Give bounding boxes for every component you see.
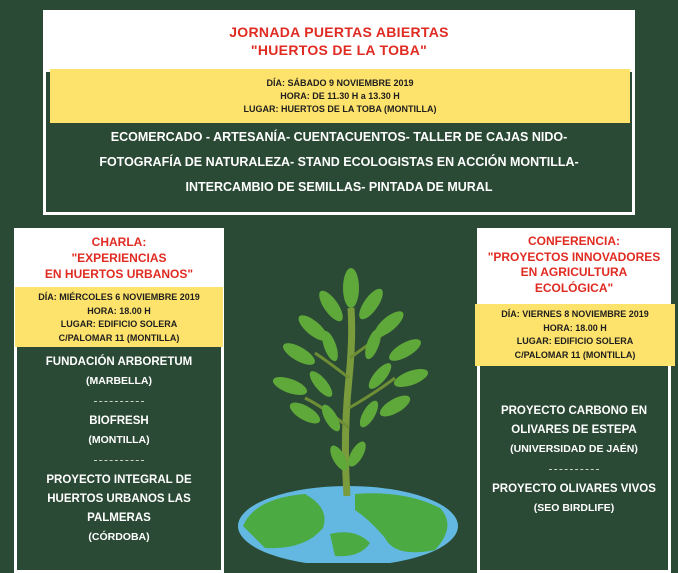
conference-title-line: ECOLÓGICA" — [534, 280, 614, 295]
open-day-date: DÍA: SÁBADO 9 NOVIEMBRE 2019 — [266, 78, 414, 88]
conference-label: CONFERENCIA: — [528, 234, 620, 248]
open-day-card — [43, 10, 635, 215]
conference-title-line: "PROYECTOS INNOVADORES — [487, 249, 661, 264]
open-day-header — [46, 13, 632, 72]
activities-line: FOTOGRAFÍA DE NATURALEZA- STAND ECOLOGISTAS EN ACCIÓN MONTILLA- — [99, 155, 579, 169]
talk-address: C/PALOMAR 11 (MONTILLA) — [58, 332, 180, 343]
open-day-hours: HORA: DE 11.30 H a 13.30 H — [280, 91, 400, 101]
globe — [238, 486, 458, 563]
conference-date: DÍA: VIERNES 8 NOVIEMBRE 2019 — [501, 309, 649, 319]
speaker-item — [17, 353, 221, 391]
talk-details — [15, 287, 223, 347]
speaker-item — [480, 402, 668, 459]
talk-title-line: EN HUERTOS URBANOS" — [44, 267, 194, 281]
talk-date: DÍA: MIÉRCOLES 6 NOVIEMBRE 2019 — [38, 292, 200, 302]
speaker-place: (CÓRDOBA) — [88, 531, 150, 543]
open-day-details — [50, 69, 630, 123]
speaker-name: PROYECTO OLIVARES VIVOS — [492, 483, 656, 495]
conference-details — [475, 304, 675, 366]
talk-place: LUGAR: EDIFICIO SOLERA — [60, 319, 178, 329]
conference-card — [477, 228, 671, 573]
activities-line: INTERCAMBIO DE SEMILLAS- PINTADA DE MURAL — [185, 180, 493, 194]
speaker-item — [17, 471, 221, 547]
open-day-place: LUGAR: HUERTOS DE LA TOBA (MONTILLA) — [243, 104, 437, 114]
talk-label: CHARLA: — [91, 235, 147, 249]
divider — [549, 469, 599, 470]
open-day-title: JORNADA PUERTAS ABIERTAS — [229, 24, 449, 40]
conference-place: LUGAR: EDIFICIO SOLERA — [516, 336, 634, 346]
conference-address: C/PALOMAR 11 (MONTILLA) — [514, 349, 636, 360]
conference-hour: HORA: 18.00 H — [543, 322, 607, 333]
speaker-name: FUNDACIÓN ARBORETUM — [45, 356, 193, 368]
speaker-name: PROYECTO INTEGRAL DE HUERTOS URBANOS LAS PALMERAS — [46, 474, 192, 524]
talk-header — [17, 231, 221, 289]
speaker-place: (UNIVERSIDAD DE JAÉN) — [510, 443, 638, 455]
speaker-item — [17, 412, 221, 450]
conference-header — [480, 231, 668, 304]
talk-hour: HORA: 18.00 H — [87, 305, 151, 316]
tree-on-globe-icon — [235, 258, 465, 563]
speaker-name: BIOFRESH — [89, 415, 149, 427]
speaker-place: (MARBELLA) — [86, 375, 152, 387]
activities-list — [46, 125, 632, 200]
activities-line: ECOMERCADO - ARTESANÍA- CUENTACUENTOS- TALLER DE CAJAS NIDO- — [110, 130, 568, 144]
speaker-name: PROYECTO CARBONO EN OLIVARES DE ESTEPA — [500, 405, 648, 436]
speaker-item — [480, 480, 668, 518]
conference-title-line: EN AGRICULTURA — [520, 265, 628, 279]
open-day-subtitle: "HUERTOS DE LA TOBA" — [250, 42, 428, 58]
divider — [94, 401, 144, 402]
divider — [94, 460, 144, 461]
speaker-place: (MONTILLA) — [88, 434, 150, 446]
speaker-place: (SEO BIRDLIFE) — [533, 502, 615, 514]
talk-title-line: "EXPERIENCIAS — [71, 251, 167, 265]
talk-card — [14, 228, 224, 573]
